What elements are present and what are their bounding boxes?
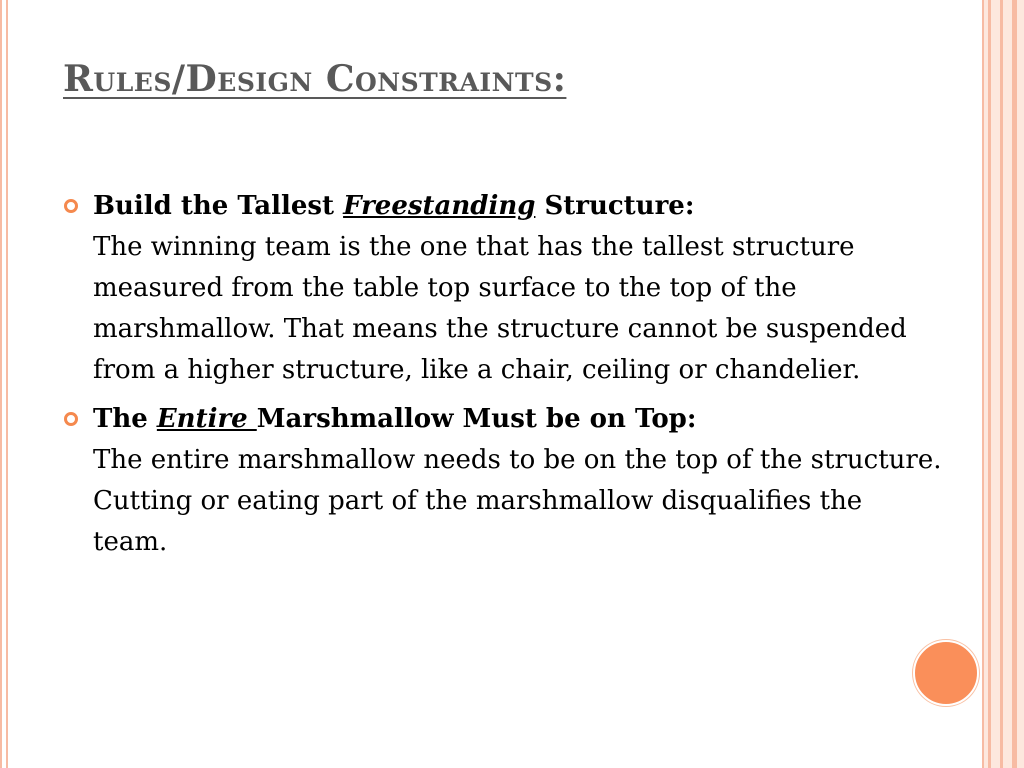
bullet-body: The winning team is the one that has the tallest structure measured from the table top surface to the top of the marshmallow. That means the structure cannot be suspended from a higher structure, like a chair, ceiling or chandelier. xyxy=(93,232,907,385)
right-border-band xyxy=(982,0,1024,768)
right-border-line xyxy=(1000,0,1003,768)
right-border-line xyxy=(1012,0,1017,768)
bullet-heading-emphasis: Freestanding xyxy=(343,191,536,221)
bullet-heading-lead: The xyxy=(93,404,157,434)
decorative-circle xyxy=(913,640,979,706)
bullet-body: The entire marshmallow needs to be on the top of the structure. Cutting or eating part of the marshmallow disqualifies the team. xyxy=(93,445,942,557)
bullet-item-entire-marshmallow xyxy=(64,399,944,563)
bullet-item-freestanding xyxy=(64,186,944,391)
bullet-heading-lead: Build the Tallest xyxy=(93,191,344,221)
bullet-ring-icon xyxy=(64,199,78,213)
right-border-line xyxy=(988,0,991,768)
bullet-list xyxy=(64,186,944,571)
left-border-line-inner xyxy=(6,0,8,768)
bullet-heading-trail: Marshmallow Must be on Top: xyxy=(256,404,697,434)
bullet-heading-emphasis: Entire xyxy=(156,404,257,434)
slide-title: Rules/Design Constraints: xyxy=(63,58,567,100)
left-border-line xyxy=(0,0,2,768)
right-border-line xyxy=(982,0,984,768)
bullet-heading-trail: Structure: xyxy=(535,191,695,221)
bullet-ring-icon xyxy=(64,412,78,426)
